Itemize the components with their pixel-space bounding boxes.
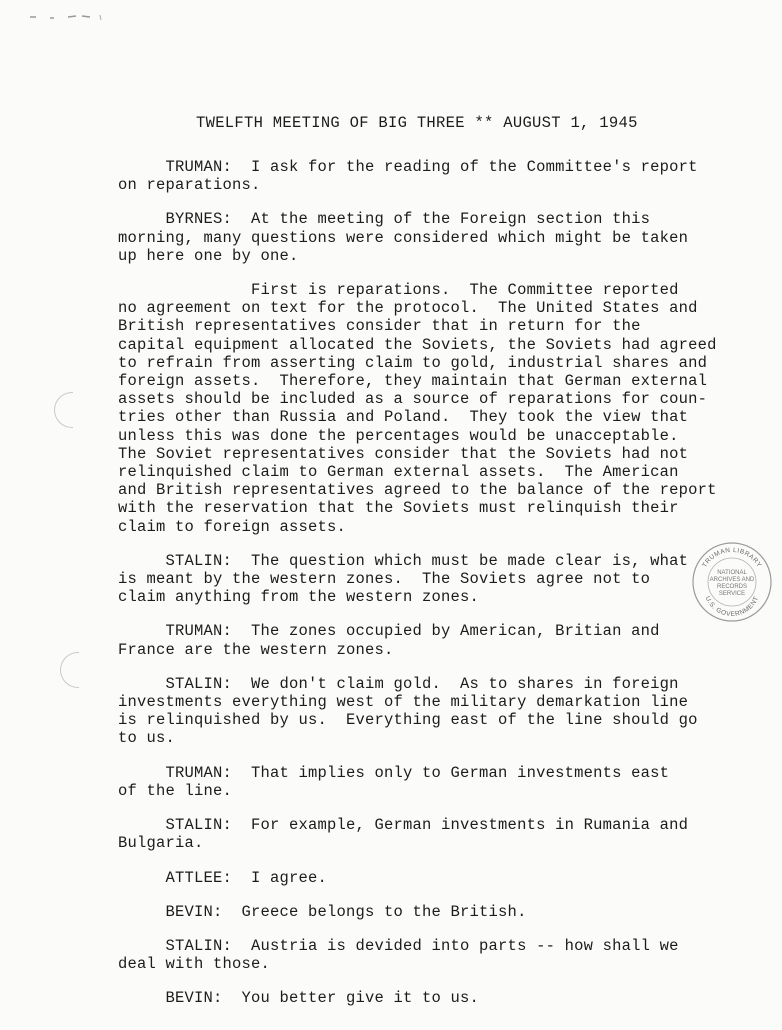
dialogue-paragraph bbox=[118, 989, 738, 1007]
dialogue-paragraph bbox=[118, 210, 738, 265]
dialogue-paragraph bbox=[118, 158, 738, 194]
text-line: The Soviet representatives consider that the Soviets had not bbox=[118, 444, 689, 463]
text-line: BEVIN: You better give it to us. bbox=[118, 989, 480, 1008]
text-line: assets should be included as a source of reparations for coun- bbox=[118, 390, 708, 409]
dialogue-paragraph bbox=[118, 816, 738, 852]
svg-text:NATIONAL: NATIONAL bbox=[717, 570, 747, 576]
text-line: British representatives consider that in return for the bbox=[118, 317, 641, 336]
document-body bbox=[118, 158, 738, 1024]
text-line: tries other than Russia and Poland. They took the view that bbox=[118, 408, 689, 427]
dialogue-paragraph bbox=[118, 675, 738, 748]
text-line: ATTLEE: I agree. bbox=[118, 868, 328, 887]
text-line: claim anything from the western zones. bbox=[118, 588, 480, 607]
dialogue-paragraph bbox=[118, 764, 738, 800]
text-line: foreign assets. Therefore, they maintain that German external bbox=[118, 372, 708, 391]
text-line: TRUMAN: The zones occupied by American, Britian and bbox=[118, 622, 660, 641]
margin-marks bbox=[28, 12, 118, 26]
dialogue-paragraph bbox=[118, 903, 738, 921]
text-line: TRUMAN: That implies only to German investments east bbox=[118, 763, 670, 782]
text-line: is relinquished by us. Everything east of the line should go bbox=[118, 711, 698, 730]
archive-stamp bbox=[690, 540, 774, 624]
svg-text:TRUMAN LIBRARY: TRUMAN LIBRARY bbox=[701, 546, 763, 569]
text-line: STALIN: For example, German investments in Rumania and bbox=[118, 816, 689, 835]
dialogue-paragraph bbox=[118, 937, 738, 973]
text-line: investments everything west of the military demarkation line bbox=[118, 693, 689, 712]
text-line: is meant by the western zones. The Soviets agree not to bbox=[118, 570, 651, 589]
text-line: morning, many questions were considered which might be taken bbox=[118, 228, 689, 247]
text-line: BEVIN: Greece belongs to the British. bbox=[118, 902, 527, 921]
svg-text:RECORDS: RECORDS bbox=[716, 584, 748, 590]
document-title: TWELFTH MEETING OF BIG THREE ** AUGUST 1, 1945 bbox=[196, 114, 638, 132]
text-line: STALIN: We don't claim gold. As to shares in foreign bbox=[118, 674, 679, 693]
scratch-marks-icon bbox=[28, 12, 118, 22]
text-line: no agreement on text for the protocol. The United States and bbox=[118, 299, 698, 318]
text-line: deal with those. bbox=[118, 955, 271, 974]
text-line: up here one by one. bbox=[118, 246, 299, 265]
dialogue-paragraph bbox=[118, 869, 738, 887]
archive-seal-icon bbox=[690, 540, 774, 624]
text-line: STALIN: The question which must be made clear is, what bbox=[118, 551, 689, 570]
dialogue-paragraph bbox=[118, 552, 738, 607]
text-line: capital equipment allocated the Soviets, the Soviets had agreed bbox=[118, 335, 717, 354]
punch-hole-mark bbox=[54, 392, 73, 428]
text-line: STALIN: Austria is devided into parts -- how shall we bbox=[118, 936, 679, 955]
text-line: to us. bbox=[118, 729, 176, 748]
svg-text:U.S. GOVERNMENT: U.S. GOVERNMENT bbox=[703, 595, 761, 619]
text-line: to refrain from asserting claim to gold, industrial shares and bbox=[118, 353, 708, 372]
text-line: unless this was done the percentages would be unacceptable. bbox=[118, 426, 679, 445]
text-line: TRUMAN: I ask for the reading of the Committee's report bbox=[118, 158, 698, 176]
text-line: First is reparations. The Committee reported bbox=[118, 281, 679, 300]
text-line: claim to foreign assets. bbox=[118, 517, 347, 536]
text-line: with the reservation that the Soviets must relinquish their bbox=[118, 499, 679, 518]
text-line: on reparations. bbox=[118, 176, 261, 195]
dialogue-paragraph bbox=[118, 622, 738, 658]
text-line: BYRNES: At the meeting of the Foreign section this bbox=[118, 210, 651, 229]
text-line: of the line. bbox=[118, 781, 233, 800]
svg-text:ARCHIVES AND: ARCHIVES AND bbox=[709, 577, 755, 583]
text-line: Bulgaria. bbox=[118, 834, 204, 853]
svg-text:SERVICE: SERVICE bbox=[718, 591, 746, 597]
dialogue-paragraph bbox=[118, 281, 738, 536]
text-line: relinquished claim to German external assets. The American bbox=[118, 463, 679, 482]
punch-hole-mark bbox=[60, 652, 79, 688]
text-line: and British representatives agreed to the balance of the report bbox=[118, 481, 717, 500]
text-line: France are the western zones. bbox=[118, 640, 394, 659]
